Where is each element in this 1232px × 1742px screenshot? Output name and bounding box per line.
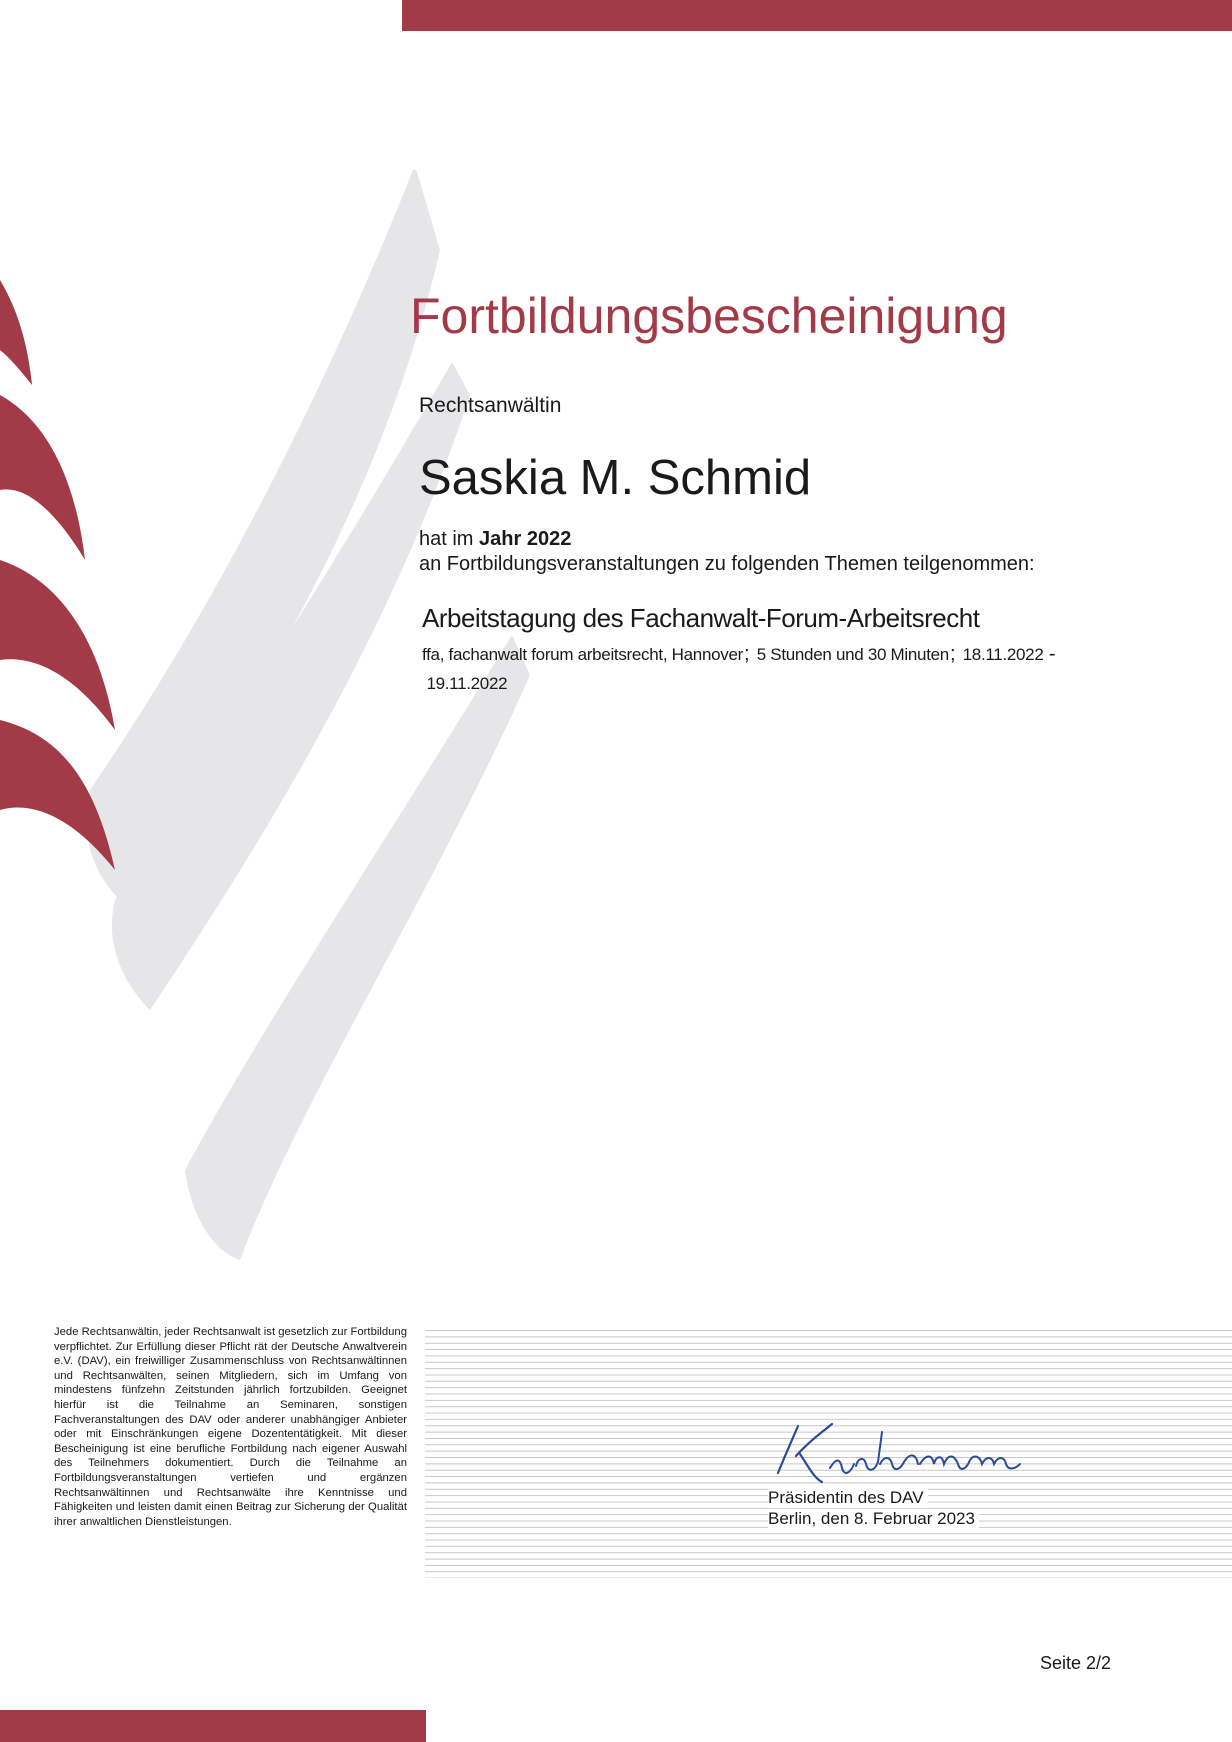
date-range-dash: - [1048,643,1056,665]
intro-line-2: an Fortbildungsveranstaltungen zu folgenden Themen teilgenommen: [419,553,1035,575]
legal-notice: Jede Rechtsanwältin, jeder Rechtsanwalt ist gesetzlich zur Fortbildung verpflichtet. Zur Erfüllung dieser Pflicht rät der Deutsche Anwaltverein e.V. (DAV), ein freiwilliger Zusammenschluss von Rechtsanwältinnen und Rechtsanwälten, seinen Mitgliedern, sich im Umfang von mindestens fünfzehn Zeitstunden jährlich fortzubilden. Geeignet hierfür ist die Teilnahme an Seminaren, sonstigen Fachveranstaltungen des DAV oder anderer unabhängiger Anbieter oder mit Einschränkungen eigene Dozententätigkeit. Mit dieser Bescheinigung ist eine berufliche Fortbildung nach eigener Auswahl des Teilnehmers dokumentiert. Durch die Teilnahme an Fortbildungsveranstaltungen vertiefen und ergänzen Rechtsanwältinnen und Rechtsanwälte ihre Kenntnisse und Fähigkeiten und leisten damit einen Beitrag zur Sicherung der Qualität ihrer anwaltlichen Dienstleistungen. [54,1326,407,1528]
intro-prefix: hat im [419,528,480,550]
top-accent-bar [402,0,1232,31]
handwritten-signature [770,1418,1030,1488]
intro-text [419,527,1035,577]
separator: ; [949,643,956,665]
separator: ; [744,643,750,665]
course-provider: ffa, fachanwalt forum arbeitsrecht, Hannover [422,645,743,664]
course-date-from: 18.11.2022 [962,645,1044,664]
place-and-date: Berlin, den 8. Februar 2023 [768,1509,979,1529]
course-details [422,640,1102,698]
page-number: Seite 2/2 [1040,1653,1112,1673]
intro-line-1 [419,527,1035,552]
year-label: Jahr 2022 [479,528,572,550]
signatory-role: Präsidentin des DAV [768,1488,928,1508]
course-duration: 5 Stunden und 30 Minuten [756,645,949,664]
salutation: Rechtsanwältin [419,394,562,417]
bottom-accent-bar [0,1710,426,1742]
course-date-to: 19.11.2022 [426,674,508,693]
recipient-name: Saskia M. Schmid [419,451,812,505]
document-title: Fortbildungsbescheinigung [410,288,1008,344]
course-title: Arbeitstagung des Fachanwalt-Forum-Arbeitsrecht [422,603,980,633]
